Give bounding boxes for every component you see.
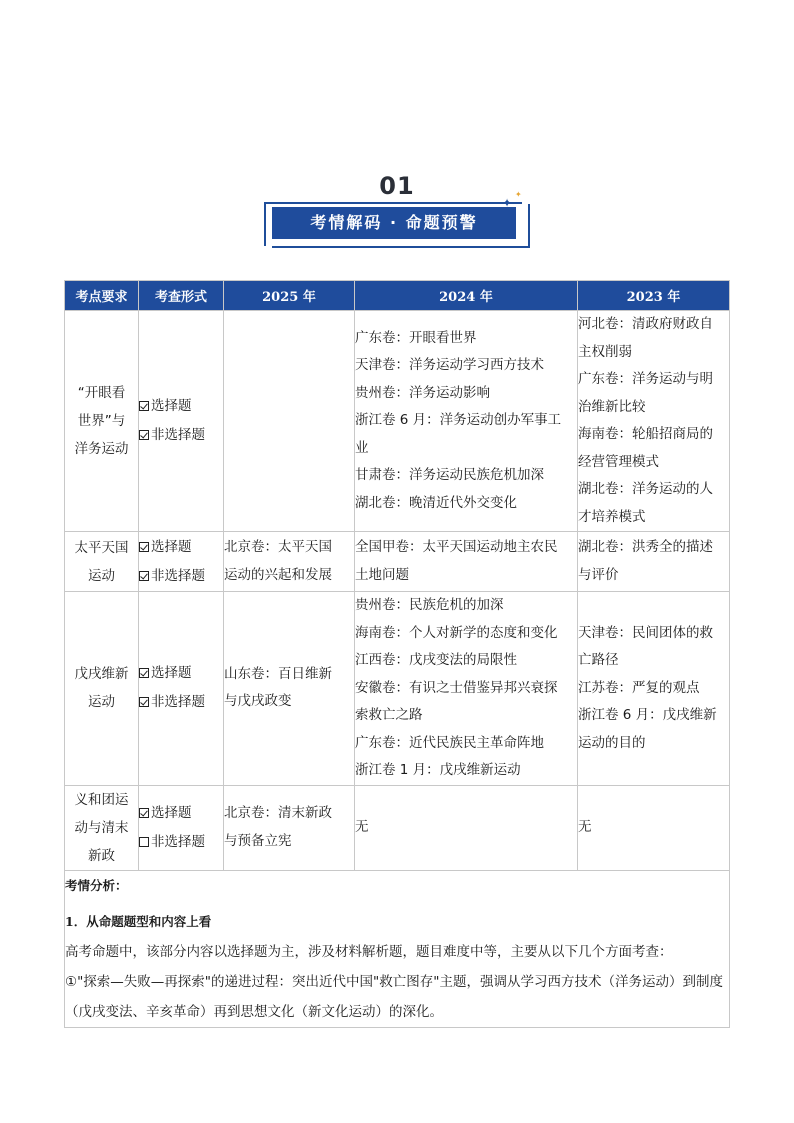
exam-item: 才培养模式	[578, 508, 646, 525]
exam-item: 湖北卷：洪秀全的描述	[578, 539, 713, 555]
checked-box-icon	[139, 808, 149, 818]
exam-item: 主权削弱	[578, 343, 632, 360]
exam-item: 经营管理模式	[578, 453, 659, 470]
checked-box-icon	[139, 401, 149, 411]
column-header: 考点要求	[65, 281, 139, 311]
section-title: 考情解码 · 命题预警	[272, 207, 516, 239]
exam-item: 治维新比较	[578, 398, 646, 415]
sparkle-icon: ✦	[502, 196, 513, 210]
analysis-label: 考情分析：	[65, 877, 128, 893]
topic-line: 运动	[88, 694, 115, 711]
topic-line: 太平天国	[74, 539, 129, 556]
table-header-row	[65, 281, 730, 311]
exam-item: 浙江卷 6 月：洋务运动创办军事工	[355, 412, 562, 429]
year-2025-cell	[224, 311, 355, 532]
table-row	[65, 532, 730, 592]
question-form-label: 非选择题	[151, 694, 205, 711]
year-2025-cell	[224, 785, 355, 870]
question-form-cell	[139, 592, 224, 786]
table-row	[65, 311, 730, 532]
topic-cell	[65, 311, 139, 532]
exam-item: 广东卷：开眼看世界	[355, 329, 477, 346]
topic-cell	[65, 592, 139, 786]
checked-box-icon	[139, 542, 149, 552]
exam-item: 贵州卷：洋务运动影响	[355, 384, 490, 401]
topic-cell	[65, 532, 139, 592]
question-form-label: 选择题	[151, 804, 192, 821]
year-2023-cell	[578, 532, 730, 592]
question-form-label: 非选择题	[151, 833, 205, 850]
year-2025-cell	[224, 592, 355, 786]
exam-item: 北京卷：太平天国	[224, 539, 332, 555]
topic-line: 新政	[88, 847, 115, 864]
exam-analysis-table	[64, 280, 730, 1028]
year-2024-cell	[355, 311, 578, 532]
question-form-item	[139, 392, 223, 421]
exam-item: 与预备立宪	[224, 832, 292, 849]
question-form-label: 非选择题	[151, 427, 205, 443]
analysis-paragraph: 高考命题中，该部分内容以选择题为主，涉及材料解析题，题目难度中等，主要从以下几个方面考查：	[65, 943, 673, 960]
column-header: 2025 年	[224, 281, 355, 311]
question-form-item	[139, 421, 223, 450]
sparkle-icon: ✦	[515, 190, 522, 199]
question-form-cell	[139, 532, 224, 592]
question-form-label: 选择题	[151, 538, 192, 555]
exam-item: 江苏卷：严复的观点	[578, 679, 700, 696]
year-2023-cell	[578, 592, 730, 786]
exam-item: 广东卷：近代民族民主革命阵地	[355, 734, 544, 751]
exam-item: 无	[578, 818, 592, 835]
exam-item: 运动的目的	[578, 734, 646, 751]
exam-item: 土地问题	[355, 566, 409, 583]
year-2024-cell	[355, 532, 578, 592]
exam-item: 海南卷：轮船招商局的	[578, 426, 713, 442]
unchecked-box-icon	[139, 837, 149, 847]
question-form-item	[139, 533, 223, 562]
exam-item: 亡路径	[578, 652, 619, 668]
table-row	[65, 592, 730, 786]
analysis-paragraph: ①"探索—失败—再探索"的递进过程：突出近代中国"救亡图存"主题，强调从学习西方技术（洋务运动）到制度（戊戌变法、辛亥革命）再到思想文化（新文化运动）的深化。	[65, 973, 723, 1020]
question-form-cell	[139, 785, 224, 870]
exam-item: 天津卷：洋务运动学习西方技术	[355, 357, 544, 374]
section-number: 01	[379, 172, 415, 200]
topic-line: 运动	[88, 567, 115, 584]
section-banner	[264, 198, 530, 248]
exam-item: 湖北卷：晚清近代外交变化	[355, 494, 517, 511]
exam-item: 湖北卷：洋务运动的人	[578, 481, 713, 497]
table-row	[65, 785, 730, 870]
question-form-label: 选择题	[151, 665, 192, 682]
year-2023-cell	[578, 785, 730, 870]
checked-box-icon	[139, 697, 149, 707]
exam-item: 运动的兴起和发展	[224, 566, 332, 583]
question-form-label: 非选择题	[151, 567, 205, 584]
exam-item: 甘肃卷：洋务运动民族危机加深	[355, 467, 544, 484]
topic-line: “开眼看	[77, 385, 126, 401]
topic-line: 戊戌维新	[74, 666, 129, 683]
exam-item: 无	[355, 818, 369, 835]
exam-item: 索救亡之路	[355, 707, 423, 723]
column-header: 2023 年	[578, 281, 730, 311]
exam-item: 贵州卷：民族危机的加深	[355, 597, 504, 613]
exam-item: 天津卷：民间团体的救	[578, 624, 713, 641]
question-form-item	[139, 828, 223, 857]
exam-item: 广东卷：洋务运动与明	[578, 371, 713, 387]
topic-cell	[65, 785, 139, 870]
topic-line: 义和团运	[74, 791, 129, 808]
exam-item: 与戊戌政变	[224, 693, 292, 710]
checked-box-icon	[139, 668, 149, 678]
topic-line: 洋务运动	[74, 441, 129, 457]
exam-item: 业	[355, 439, 369, 456]
question-form-item	[139, 562, 223, 591]
year-2023-cell	[578, 311, 730, 532]
exam-item: 与评价	[578, 566, 619, 583]
analysis-section-title: 1．从命题题型和内容上看	[65, 913, 212, 929]
topic-line: 世界”与	[77, 413, 126, 429]
checked-box-icon	[139, 430, 149, 440]
question-form-item	[139, 799, 223, 828]
column-header: 考查形式	[139, 281, 224, 311]
exam-item: 全国甲卷：太平天国运动地主农民	[355, 539, 558, 555]
year-2024-cell	[355, 785, 578, 870]
exam-item: 海南卷：个人对新学的态度和变化	[355, 624, 558, 641]
topic-line: 动与清末	[74, 819, 129, 836]
year-2024-cell	[355, 592, 578, 786]
exam-item: 安徽卷：有识之士借鉴异邦兴衰探	[355, 679, 558, 696]
exam-item: 北京卷：清末新政	[224, 805, 332, 821]
question-form-cell	[139, 311, 224, 532]
question-form-label: 选择题	[151, 398, 192, 414]
question-form-item	[139, 659, 223, 688]
year-2025-cell	[224, 532, 355, 592]
checked-box-icon	[139, 571, 149, 581]
exam-item: 山东卷：百日维新	[224, 665, 332, 682]
exam-item: 浙江卷 1 月：戊戌维新运动	[355, 762, 521, 778]
exam-item: 河北卷：清政府财政自	[578, 316, 713, 332]
question-form-item	[139, 688, 223, 717]
column-header: 2024 年	[355, 281, 578, 311]
analysis-block	[65, 870, 730, 1027]
exam-item: 江西卷：戊戌变法的局限性	[355, 652, 517, 668]
exam-item: 浙江卷 6 月：戊戌维新	[578, 707, 717, 723]
